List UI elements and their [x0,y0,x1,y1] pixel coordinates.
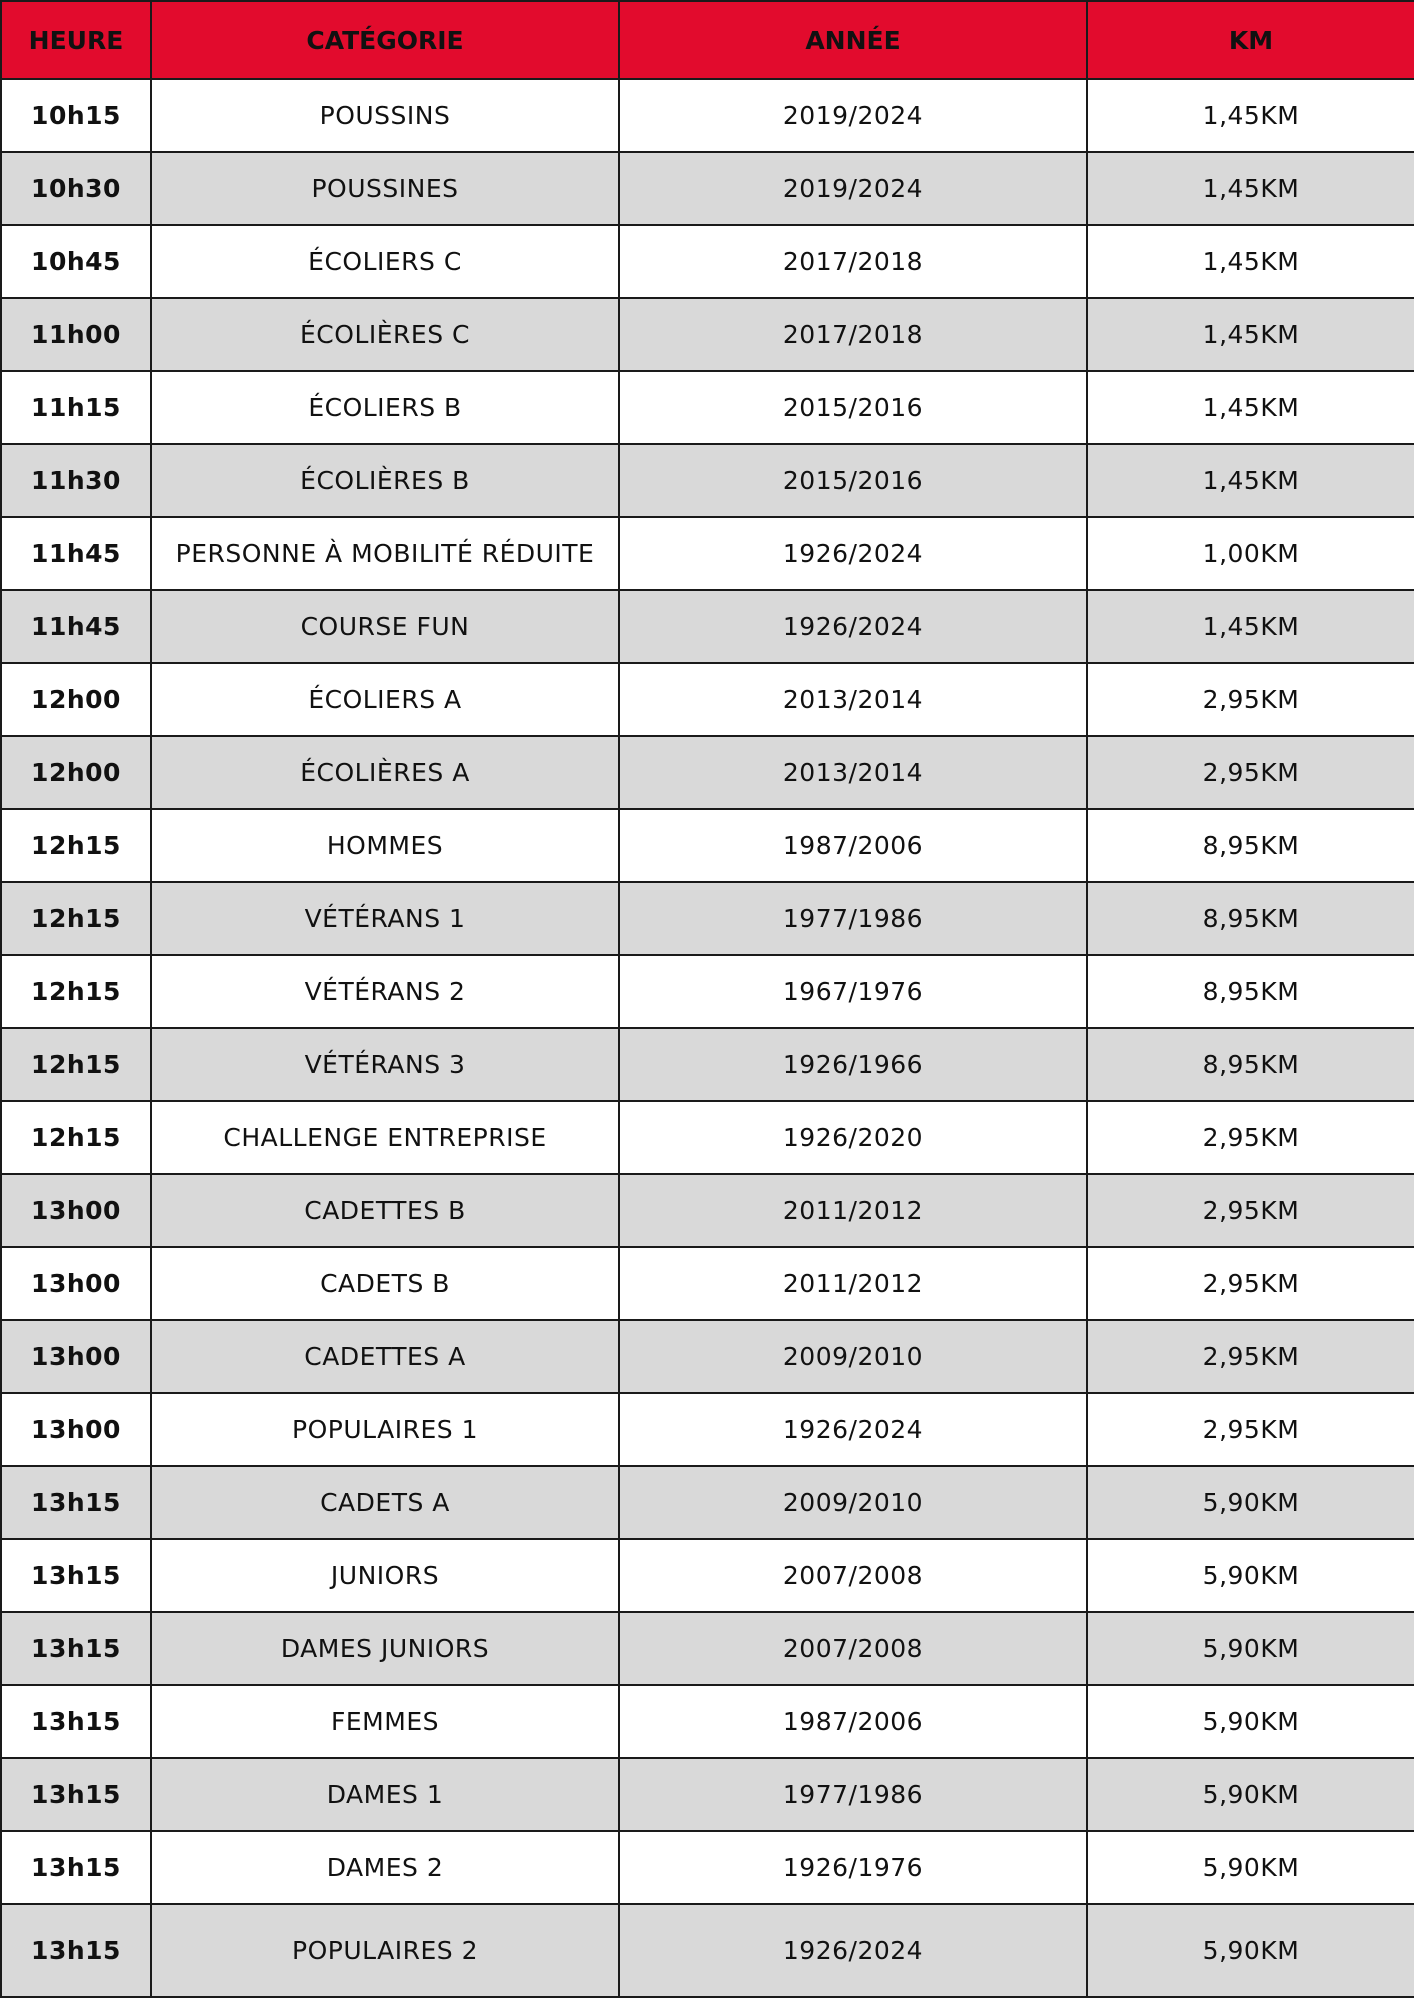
cell-annee: 1926/2024 [619,1393,1087,1466]
cell-heure: 13h00 [1,1247,151,1320]
cell-heure: 12h15 [1,809,151,882]
cell-annee: 2017/2018 [619,298,1087,371]
cell-annee: 1926/2024 [619,590,1087,663]
table-row [1,298,1414,371]
table-row [1,79,1414,152]
cell-annee: 2015/2016 [619,444,1087,517]
table-row [1,1174,1414,1247]
header-km: KM [1087,1,1414,79]
cell-heure: 12h15 [1,1101,151,1174]
cell-categorie: DAMES 1 [151,1758,619,1831]
cell-heure: 13h15 [1,1685,151,1758]
cell-km: 2,95KM [1087,1320,1414,1393]
cell-heure: 13h00 [1,1320,151,1393]
header-row [1,1,1414,79]
cell-heure: 13h15 [1,1758,151,1831]
table-row [1,517,1414,590]
header-heure: HEURE [1,1,151,79]
cell-categorie: ÉCOLIÈRES B [151,444,619,517]
table-row [1,1320,1414,1393]
cell-annee: 1967/1976 [619,955,1087,1028]
cell-heure: 13h15 [1,1539,151,1612]
cell-categorie: ÉCOLIÈRES C [151,298,619,371]
cell-km: 8,95KM [1087,955,1414,1028]
table-row [1,1247,1414,1320]
cell-annee: 1926/2020 [619,1101,1087,1174]
table-row [1,1028,1414,1101]
cell-heure: 12h00 [1,736,151,809]
cell-km: 1,45KM [1087,590,1414,663]
cell-heure: 11h45 [1,517,151,590]
cell-km: 1,00KM [1087,517,1414,590]
cell-heure: 10h45 [1,225,151,298]
cell-heure: 13h00 [1,1174,151,1247]
table-row [1,955,1414,1028]
cell-annee: 2011/2012 [619,1247,1087,1320]
cell-km: 1,45KM [1087,298,1414,371]
cell-categorie: ÉCOLIÈRES A [151,736,619,809]
cell-annee: 2017/2018 [619,225,1087,298]
cell-km: 1,45KM [1087,371,1414,444]
cell-categorie: ÉCOLIERS C [151,225,619,298]
table-row [1,736,1414,809]
cell-annee: 1977/1986 [619,1758,1087,1831]
cell-heure: 10h15 [1,79,151,152]
cell-categorie: CHALLENGE ENTREPRISE [151,1101,619,1174]
cell-km: 2,95KM [1087,1393,1414,1466]
cell-km: 5,90KM [1087,1466,1414,1539]
cell-heure: 12h15 [1,1028,151,1101]
cell-km: 1,45KM [1087,225,1414,298]
cell-categorie: JUNIORS [151,1539,619,1612]
table-row [1,590,1414,663]
cell-annee: 2011/2012 [619,1174,1087,1247]
cell-heure: 11h15 [1,371,151,444]
cell-annee: 2007/2008 [619,1539,1087,1612]
cell-heure: 12h00 [1,663,151,736]
cell-categorie: DAMES 2 [151,1831,619,1904]
cell-categorie: COURSE FUN [151,590,619,663]
table-row [1,152,1414,225]
cell-categorie: CADETTES A [151,1320,619,1393]
cell-annee: 1926/2024 [619,517,1087,590]
cell-categorie: FEMMES [151,1685,619,1758]
cell-categorie: HOMMES [151,809,619,882]
cell-annee: 2019/2024 [619,79,1087,152]
cell-heure: 12h15 [1,882,151,955]
table-row [1,444,1414,517]
cell-km: 5,90KM [1087,1685,1414,1758]
cell-categorie: POPULAIRES 2 [151,1904,619,1997]
cell-heure: 13h15 [1,1612,151,1685]
cell-annee: 2009/2010 [619,1320,1087,1393]
cell-annee: 2009/2010 [619,1466,1087,1539]
cell-km: 2,95KM [1087,1174,1414,1247]
cell-km: 5,90KM [1087,1831,1414,1904]
header-categorie: CATÉGORIE [151,1,619,79]
cell-annee: 1977/1986 [619,882,1087,955]
cell-categorie: VÉTÉRANS 3 [151,1028,619,1101]
table-row [1,882,1414,955]
table-row [1,1612,1414,1685]
cell-heure: 13h15 [1,1904,151,1997]
cell-categorie: POPULAIRES 1 [151,1393,619,1466]
cell-annee: 2019/2024 [619,152,1087,225]
cell-km: 5,90KM [1087,1612,1414,1685]
cell-annee: 1926/1976 [619,1831,1087,1904]
table-row [1,1539,1414,1612]
cell-annee: 1987/2006 [619,809,1087,882]
cell-categorie: POUSSINES [151,152,619,225]
table-row [1,1466,1414,1539]
cell-km: 1,45KM [1087,79,1414,152]
table-row [1,1758,1414,1831]
table-row [1,371,1414,444]
table-row [1,225,1414,298]
cell-categorie: DAMES JUNIORS [151,1612,619,1685]
cell-annee: 1926/2024 [619,1904,1087,1997]
cell-annee: 2007/2008 [619,1612,1087,1685]
cell-categorie: CADETS A [151,1466,619,1539]
cell-km: 8,95KM [1087,809,1414,882]
cell-categorie: VÉTÉRANS 1 [151,882,619,955]
cell-heure: 13h15 [1,1831,151,1904]
cell-km: 2,95KM [1087,1247,1414,1320]
cell-heure: 11h30 [1,444,151,517]
table-row [1,1393,1414,1466]
table-row [1,809,1414,882]
table-row [1,1685,1414,1758]
cell-heure: 13h15 [1,1466,151,1539]
table-row [1,663,1414,736]
cell-categorie: POUSSINS [151,79,619,152]
cell-annee: 2013/2014 [619,736,1087,809]
header-annee: ANNÉE [619,1,1087,79]
cell-annee: 2015/2016 [619,371,1087,444]
cell-heure: 11h00 [1,298,151,371]
cell-categorie: VÉTÉRANS 2 [151,955,619,1028]
cell-categorie: ÉCOLIERS A [151,663,619,736]
cell-km: 2,95KM [1087,736,1414,809]
table-row [1,1831,1414,1904]
cell-km: 1,45KM [1087,152,1414,225]
cell-heure: 12h15 [1,955,151,1028]
cell-km: 5,90KM [1087,1904,1414,1997]
table-header [1,1,1414,79]
cell-km: 8,95KM [1087,1028,1414,1101]
cell-heure: 10h30 [1,152,151,225]
cell-km: 5,90KM [1087,1539,1414,1612]
cell-categorie: CADETS B [151,1247,619,1320]
cell-categorie: PERSONNE À MOBILITÉ RÉDUITE [151,517,619,590]
cell-categorie: CADETTES B [151,1174,619,1247]
cell-km: 1,45KM [1087,444,1414,517]
cell-km: 5,90KM [1087,1758,1414,1831]
cell-km: 2,95KM [1087,1101,1414,1174]
table-row [1,1101,1414,1174]
cell-annee: 1926/1966 [619,1028,1087,1101]
cell-heure: 11h45 [1,590,151,663]
cell-annee: 1987/2006 [619,1685,1087,1758]
cell-annee: 2013/2014 [619,663,1087,736]
cell-categorie: ÉCOLIERS B [151,371,619,444]
cell-heure: 13h00 [1,1393,151,1466]
table-row [1,1904,1414,1997]
cell-km: 2,95KM [1087,663,1414,736]
table-body [1,79,1414,1997]
cell-km: 8,95KM [1087,882,1414,955]
